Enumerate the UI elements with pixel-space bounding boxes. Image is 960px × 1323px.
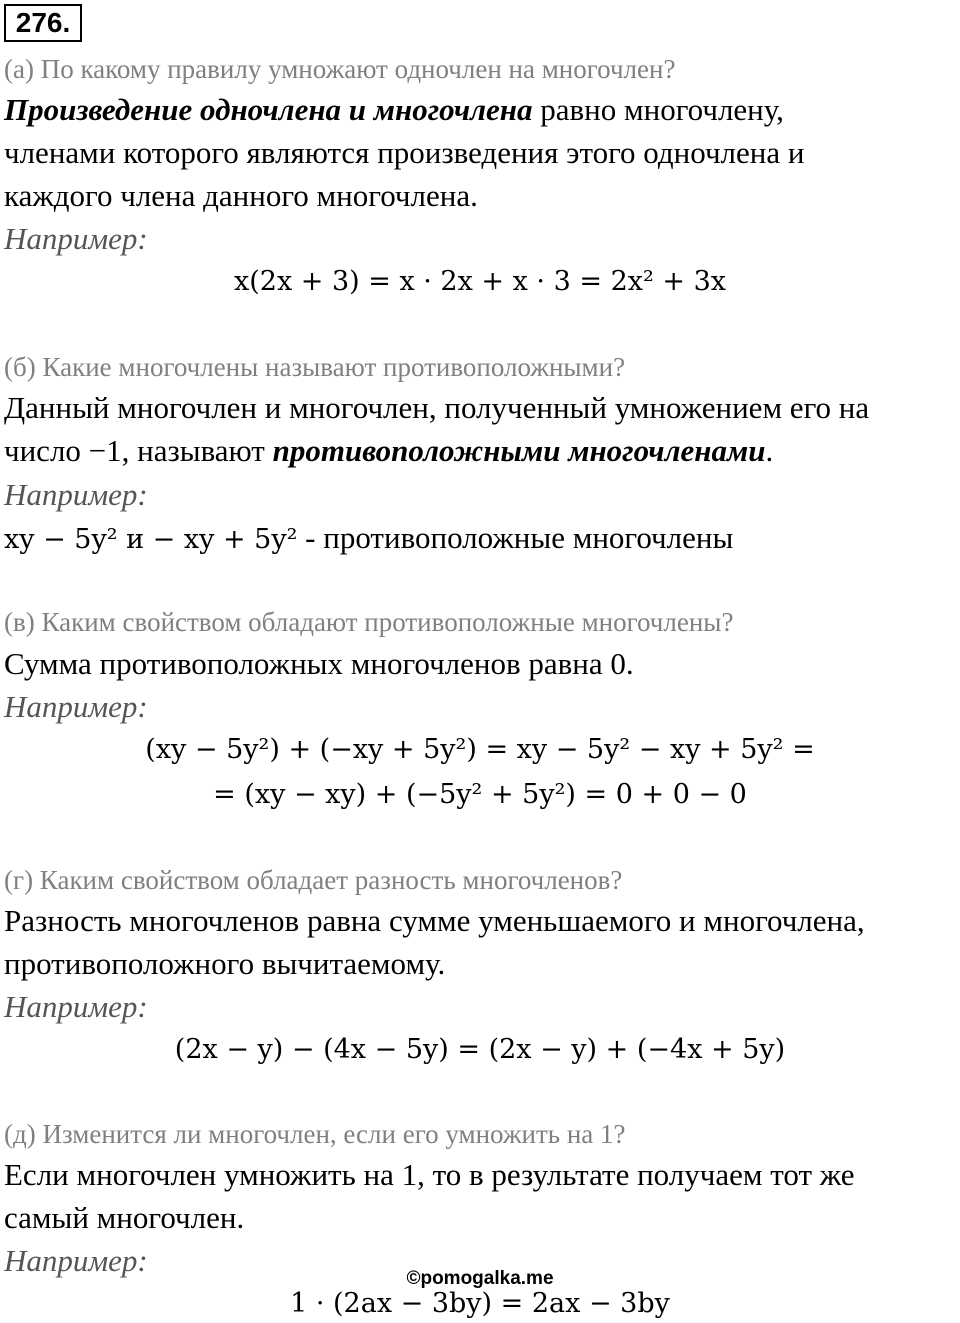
answer-e-line2: самый многочлен.: [4, 1200, 245, 1235]
example-label-e: Например:: [4, 1243, 148, 1278]
answer-b-line2-start: число −1, называют: [4, 433, 273, 468]
term-opposite: противоположными многочленами: [272, 433, 766, 468]
formula-c-line1: (xy − 5y²) + (−xy + 5y²) = xy − 5y² − xy + 5y² =: [145, 734, 815, 765]
term-product: Произведение одночлена и многочлена: [4, 92, 533, 127]
example-label-b: Например:: [4, 477, 148, 512]
question-a: (а) По какому правилу умножают одночлен на многочлен?: [4, 54, 676, 84]
answer-e-line1: Если многочлен умножить на 1, то в результате получаем тот же: [4, 1157, 855, 1192]
answer-b-line1: Данный многочлен и многочлен, полученный умножением его на: [4, 390, 870, 425]
question-e: (д) Изменится ли многочлен, если его умножить на 1?: [4, 1119, 626, 1149]
formula-e: 1 · (2ax − 3by) = 2ax − 3by: [290, 1288, 670, 1319]
example-label-c: Например:: [4, 689, 148, 724]
answer-b-line2-end: .: [765, 433, 774, 468]
example-label-a: Например:: [4, 221, 148, 256]
question-b: (б) Какие многочлены называют противоположными?: [4, 352, 626, 382]
formula-a: x(2x + 3) = x · 2x + x · 3 = 2x² + 3x: [234, 266, 726, 297]
question-c: (в) Каким свойством обладают противоположные многочлены?: [4, 607, 734, 637]
answer-d-line1: Разность многочленов равна сумме уменьшаемого и многочлена,: [4, 903, 865, 938]
answer-b-line2: [4, 433, 773, 469]
question-d: (г) Каким свойством обладает разность многочленов?: [4, 865, 623, 895]
watermark: ©pomogalka.me: [406, 1268, 554, 1289]
answer-a-line1-rest: равно многочлену,: [532, 92, 784, 127]
formula-b-math: xy − 5y² и − xy + 5y²: [4, 524, 298, 555]
answer-c-line1: Сумма противоположных многочленов равна 0.: [4, 646, 634, 681]
formula-b: [4, 520, 733, 556]
formula-b-text: - противоположные многочлены: [297, 520, 734, 555]
example-label-d: Например:: [4, 989, 148, 1024]
answer-a-line1: [4, 92, 784, 128]
task-number: 276.: [4, 4, 82, 42]
formula-d: (2x − y) − (4x − 5y) = (2x − y) + (−4x + 5y): [174, 1034, 786, 1065]
formula-c-line2: = (xy − xy) + (−5y² + 5y²) = 0 + 0 − 0: [213, 779, 747, 810]
answer-d-line2: противоположного вычитаемому.: [4, 946, 446, 981]
answer-a-line2: членами которого являются произведения этого одночлена и: [4, 135, 805, 170]
answer-a-line3: каждого члена данного многочлена.: [4, 178, 478, 213]
